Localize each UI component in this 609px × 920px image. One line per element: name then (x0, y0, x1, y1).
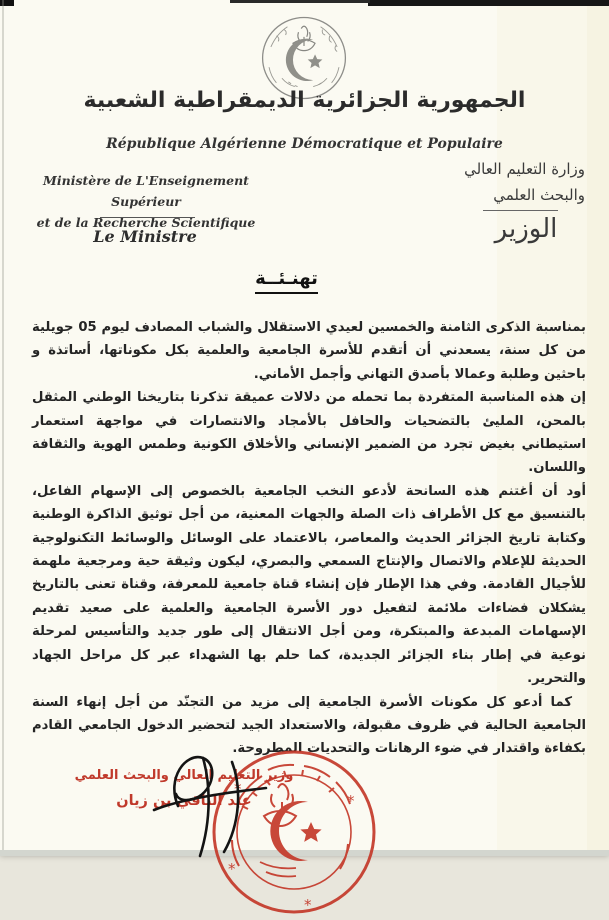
paragraph-4: كما أدعو كل مكونات الأسرة الجامعية إلى مزيد من التجنّد من أجل إنهاء السنة الجامعية الحالية في ظروف مقبولة، والاستعداد الجيد لتحضير الدخول الجامعي القادم بكفاءة واقتدار في ضوء الرهانات والتحديات المطروحة. (32, 694, 586, 757)
ministry-ar-line1: وزارة التعليم العالي (464, 160, 585, 178)
country-name-arabic: الجمهورية الجزائرية الديمقراطية الشعبية (83, 88, 526, 113)
ministry-ar-divider (483, 210, 558, 211)
svg-text:*: * (228, 860, 236, 878)
minister-title-arabic: الوزير (494, 214, 558, 244)
ministry-fr-divider (100, 217, 195, 218)
scan-black-bar (368, 0, 609, 6)
svg-text:*: * (234, 780, 242, 798)
paragraph-2: إن هذه المناسبة المتفردة بما تحمله من دلالات عميقة تذكرنا بتاريخنا الوطني المثقل بالمحن، المليئ بالتضحيات والحافل بالأمجاد والانتصارات في مواجهة استعمار استيطاني بغيض تجرد من الضمير الإنساني والأخلاق الكونية وطمس الهوية والثقافة واللسان. (32, 390, 586, 476)
handwritten-signature-icon (148, 748, 273, 860)
ministry-ar-line2: والبحث العلمي (493, 186, 585, 204)
letter-title: تهنـئــة (255, 268, 318, 294)
signature-minister-title: وزير التعليم العالي والبحث العلمي (74, 768, 294, 783)
paragraph-1: بمناسبة الذكرى الثامنة والخمسين لعيدي الاستقلال والشباب المصادف ليوم 05 جويلية من كل سنة، يسعدني أن أتقدم للأسرة الجامعية والعلمية بكل مكوناتها، أساتذة و باحثين وطلبة وعمالا بأصدق التهاني وأجمل الأماني. (32, 320, 586, 382)
ministry-name-french (28, 170, 264, 233)
scan-tint-strip-right (587, 6, 609, 856)
ministry-fr-line1: Ministère de L'Enseignement Supérieur (43, 173, 249, 209)
letter-body (32, 316, 586, 761)
svg-text:*: * (304, 896, 312, 914)
paragraph-3: أود أن أغتنم هذه السانحة لأدعو النخب الجامعية بالخصوص إلى الإسهام الفاعل، بالتنسيق مع كل الأطراف ذات الصلة والجهات المعنية، من أجل توثيق الذاكرة الوطنية وكتابة تاريخ الجزائر الحديث والمعاصر، بالاعتماد على الوسائل والوسائط التكنولوجية الحديثة للإعلام والاتصال والإنتاج السمعي والبصري، ليكون وثيقة حية ومرجعية ملهمة للأجيال القادمة. وفي هذا الإطار فإن إنشاء قناة جامعية للمعرفة، وقناة تعنى بالتاريخ يشكلان فضاءات ملائمة لتفعيل دور الأسرة الجامعية والعلمية على صعيد تقديم الإسهامات المبدعة والمبتكرة، ومن أجل الانتقال إلى طور جديد والتأسيس لمرحلة نوعية في إطار بناء الجزائر الجديدة، كما حلم بها الشهداء عبر كل مراحل الجهاد والتحرير. (32, 483, 586, 687)
signature-minister-name: عبد الباقي بن زيان (116, 793, 252, 809)
country-name-french: République Algérienne Démocratique et Populaire (106, 136, 503, 152)
scan-left-edge (2, 0, 4, 856)
minister-title-french: Le Ministre (93, 227, 197, 246)
ministry-name-arabic (420, 156, 585, 208)
svg-text:*: * (347, 792, 355, 810)
ministry-fr-line2: et de la Recherche Scientifique (36, 215, 256, 230)
scan-black-line (230, 0, 370, 3)
